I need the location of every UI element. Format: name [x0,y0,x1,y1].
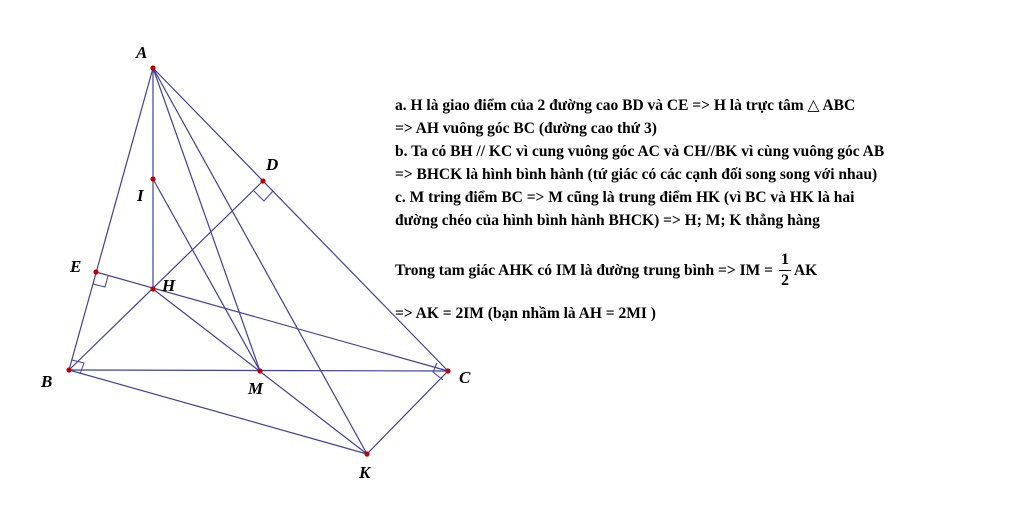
part-c-line-1: c. M tring điểm BC => M cũng là trung điểm HK (vì BC và HK là hai [395,189,855,206]
segment-AM [153,68,260,371]
fraction-denominator: 2 [780,271,789,289]
point-A [150,65,155,70]
fraction-one-half [779,251,791,290]
label-B: B [41,372,53,391]
point-I [150,176,155,181]
point-C [445,368,450,373]
segment-BK [69,370,367,454]
label-D: D [266,155,279,174]
segment-IM [153,179,260,371]
fraction-numerator: 1 [779,251,791,271]
label-M: M [248,379,264,398]
geometry-figure [0,0,471,508]
midline-formula [395,242,1010,298]
label-E: E [70,257,82,276]
label-C: C [459,368,471,387]
label-I: I [137,186,144,205]
point-K [364,451,369,456]
solution-text [395,94,1010,325]
right-angle-D [254,191,273,201]
label-A: A [136,43,148,62]
part-b-line-2: => BHCK là hình bình hành (tứ giác có các cạnh đối song song với nhau) [395,166,878,183]
conclusion-line: => AK = 2IM (bạn nhầm là AH = 2MI ) [395,305,656,322]
part-b-line-1: b. Ta có BH // KC vì cung vuông góc AC và CH//BK vì cùng vuông góc AB [395,143,885,160]
label-K: K [359,463,371,482]
point-H [150,286,155,291]
segment-AB [69,68,153,370]
point-D [260,178,265,183]
point-M [257,368,262,373]
segment-CK [367,371,448,454]
formula-prefix: Trong tam giác AHK có IM là đường trung bình => IM = [395,261,773,279]
point-B [66,367,71,372]
part-a-line-1: a. H là giao điểm của 2 đường cao BD và CE => H là trực tâm △ ABC [395,97,856,114]
part-c-line-2: đường chéo của hình bình hành BHCK) => H; M; K thẳng hàng [395,212,820,229]
formula-suffix: AK [793,261,818,279]
part-a-line-2: => AH vuông góc BC (đường cao thứ 3) [395,120,657,137]
label-H: H [162,276,176,295]
point-E [93,269,98,274]
